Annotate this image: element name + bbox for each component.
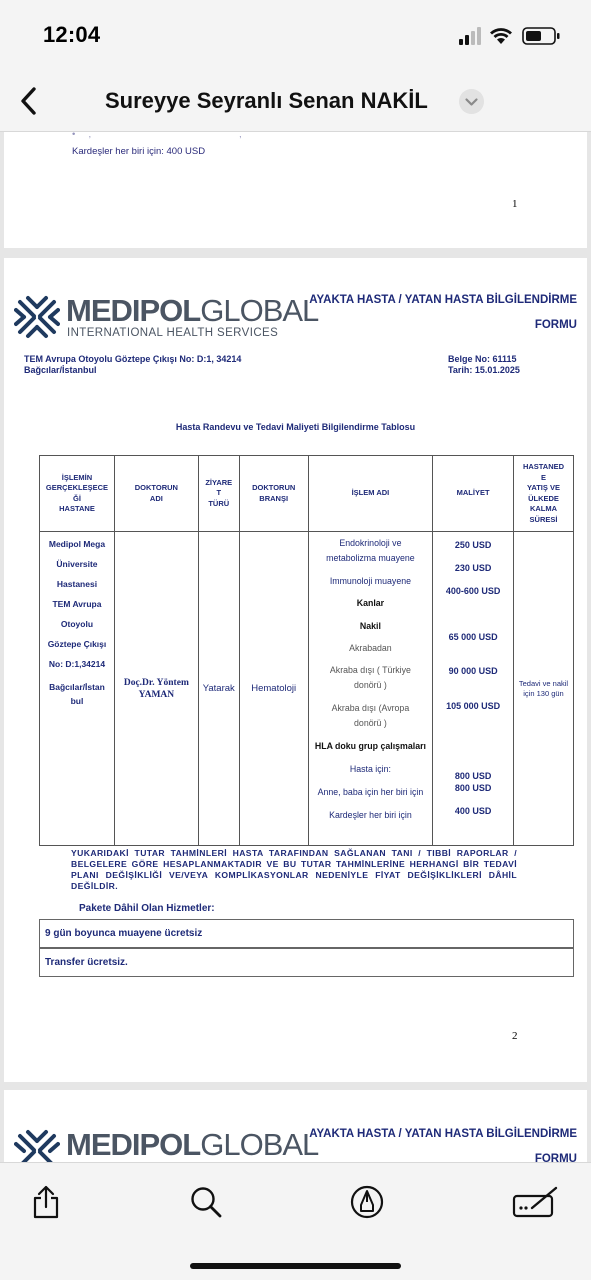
- cost-item: 65 000 USD: [448, 632, 498, 642]
- cost-item: 400 USD: [454, 806, 492, 816]
- cost-item: 105 000 USD: [446, 701, 501, 711]
- clipped-text: • , ,: [72, 132, 242, 140]
- estimate-disclaimer: YUKARIDAKİ TUTAR TAHMİNLERİ HASTA TARAFINDAN SAĞLANAN TANI / TIBBİ RAPORLAR / BELGELERE GÖRE HESAPLANMAKTADIR VE BU TUTAR TAHMİNLERİNE HERHANGİ BİR TEDAVİ PLANI DEĞİŞİKLİĞİ VE/VEYA KOMPLİKASYONLAR NEDENİYLE FİYAT DEĞİŞİKLİKLERİ DÂHİL DEĞİLDİR.: [71, 848, 517, 891]
- medipol-logo-mark-icon: [14, 294, 60, 340]
- wifi-icon: [490, 28, 512, 44]
- procedure-item: donörü ): [354, 680, 387, 690]
- page-number: 1: [512, 198, 518, 210]
- logo-wordmark: MEDIPOLGLOBAL: [66, 1127, 319, 1162]
- procedure-item: donörü ): [354, 718, 387, 728]
- cost-item: 800 USD: [454, 783, 492, 793]
- header-stay-duration: HASTANED E YATIŞ VE ÜLKEDE KALMA SÜRESİ: [514, 456, 574, 532]
- cost-item: 90 000 USD: [448, 666, 498, 676]
- pdf-page-2: [4, 258, 587, 1082]
- pdf-viewer[interactable]: [0, 132, 591, 1162]
- cost-item: 800 USD: [454, 771, 492, 781]
- medipol-logo-mark-icon: [14, 1128, 60, 1162]
- procedure-item: Kardeşler her biri için: [329, 810, 412, 820]
- cost-item: 230 USD: [454, 563, 492, 573]
- logo-wordmark: MEDIPOLGLOBAL: [66, 293, 319, 328]
- cell-procedures: [308, 532, 433, 846]
- medipol-global-logo: [14, 293, 319, 344]
- procedure-item: Akraba dışı (Avropa: [331, 703, 410, 713]
- document-title[interactable]: Sureyye Seyranlı Senan NAKİL: [105, 88, 428, 113]
- package-services-title: Pakete Dâhil Olan Hizmetler:: [79, 903, 215, 914]
- table-header-row: [40, 456, 574, 532]
- page1-text-line: Kardeşler her biri için: 400 USD: [72, 146, 206, 157]
- service-item: Transfer ücretsiz.: [39, 948, 574, 977]
- procedure-item: Anne, baba için her biri için: [317, 787, 424, 797]
- cellular-signal-icon: [459, 27, 481, 45]
- header-procedure: İŞLEM ADI: [308, 456, 433, 532]
- search-icon[interactable]: [189, 1185, 223, 1219]
- status-bar: [0, 0, 591, 70]
- navigation-bar: [0, 70, 591, 132]
- procedure-item: Akrabadan: [349, 643, 392, 653]
- hospital-address: TEM Avrupa Otoyolu Göztepe Çıkışı No: D:1, 34214 Bağcılar/İstanbul: [24, 354, 242, 375]
- header-cost: MALİYET: [433, 456, 514, 532]
- status-time: 12:04: [43, 22, 101, 47]
- cell-doctor-name: Doç.Dr. Yöntem YAMAN: [114, 532, 198, 846]
- header-doctor-branch: DOKTORUN BRANŞI: [239, 456, 308, 532]
- procedure-item: metabolizma muayene: [326, 553, 415, 563]
- back-chevron-icon[interactable]: [14, 83, 44, 119]
- procedure-item: Hasta için:: [349, 764, 391, 774]
- markup-icon[interactable]: [350, 1185, 384, 1219]
- header-visit-type: ZİYARE T TÜRÜ: [198, 456, 239, 532]
- battery-icon: [523, 28, 560, 44]
- procedure-item: Endokrinoloji ve: [339, 538, 402, 548]
- document-number: Belge No: 61115: [448, 354, 517, 364]
- table-row: [40, 532, 574, 846]
- share-icon[interactable]: [31, 1184, 61, 1220]
- cost-item: 250 USD: [454, 540, 492, 550]
- bottom-toolbar: [0, 1162, 591, 1280]
- header-hospital: İŞLEMİN GERÇEKLEŞECE Ğİ HASTANE: [40, 456, 115, 532]
- treatment-cost-table: [39, 455, 574, 846]
- pdf-page-1: [4, 132, 587, 248]
- status-icons: [457, 24, 567, 48]
- logo-subtitle: INTERNATIONAL HEALTH SERVICES: [67, 327, 279, 339]
- procedure-item: Akraba dışı ( Türkiye: [329, 665, 411, 675]
- page-number: 2: [512, 1030, 518, 1042]
- cell-stay-duration: Tedavi ve nakil için 130 gün: [514, 532, 574, 846]
- cell-hospital: Medipol Mega Üniversite Hastanesi TEM Avrupa Otoyolu Göztepe Çıkışı No: D:1,34214 Bağcılar/İstan bul: [40, 532, 115, 846]
- document-date: Tarih: 15.01.2025: [448, 365, 520, 375]
- cost-item: 400-600 USD: [445, 586, 501, 596]
- pdf-page-3: [4, 1090, 587, 1162]
- procedure-item: HLA doku grup çalışmaları: [314, 741, 426, 751]
- form-title: AYAKTA HASTA / YATAN HASTA BİLGİLENDİRME FORMU: [309, 1128, 577, 1162]
- table-caption: Hasta Randevu ve Tedavi Maliyeti Bilgilendirme Tablosu: [175, 422, 416, 432]
- form-title: AYAKTA HASTA / YATAN HASTA BİLGİLENDİRME FORMU: [309, 294, 577, 331]
- document-meta: [448, 354, 520, 376]
- header-doctor-name: DOKTORUN ADI: [114, 456, 198, 532]
- title-menu-chevron-icon[interactable]: [459, 89, 484, 114]
- procedure-item: Nakil: [359, 621, 381, 631]
- procedure-item: Kanlar: [356, 598, 385, 608]
- medipol-global-logo: [14, 1127, 319, 1162]
- procedure-item: Immunoloji muayene: [329, 576, 411, 586]
- service-item: 9 gün boyunca muayene ücretsiz: [39, 919, 574, 948]
- cell-visit-type: Yatarak: [198, 532, 239, 846]
- cell-branch: Hematoloji: [239, 532, 308, 846]
- signature-icon[interactable]: [512, 1184, 560, 1220]
- home-indicator: [190, 1263, 401, 1269]
- cell-costs: [433, 532, 514, 846]
